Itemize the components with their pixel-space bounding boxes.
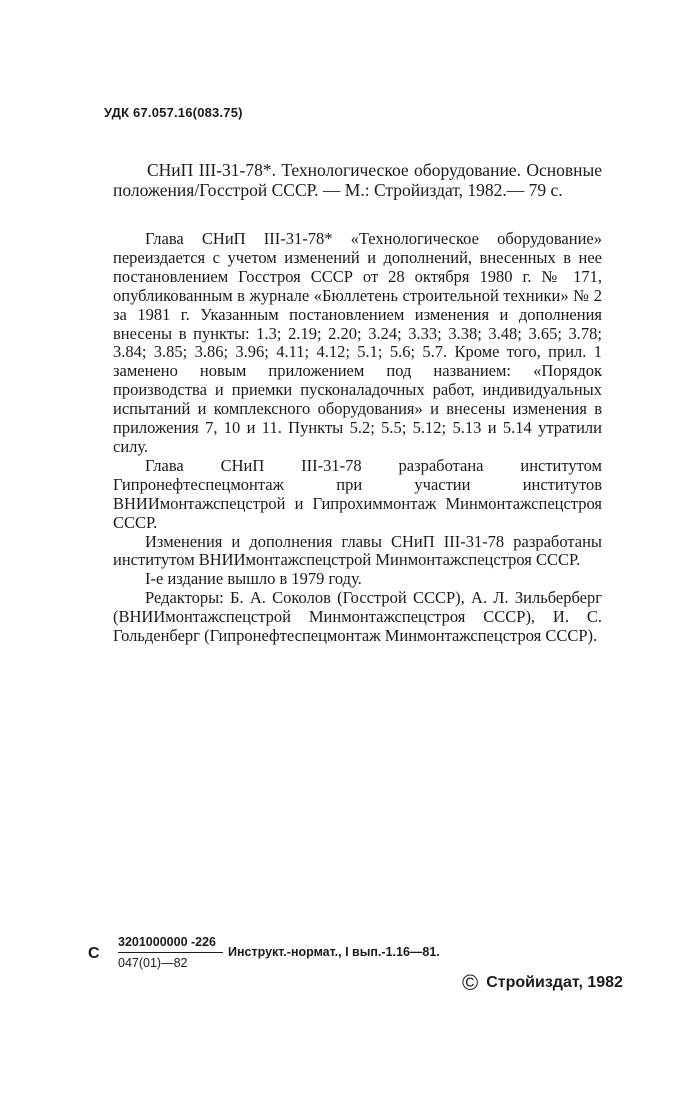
paragraph-editors: Редакторы: Б. А. Соколов (Госстрой СССР), А. Л. Зильберберг (ВНИИмонтажспецстрой Минмонтажспецстроя СССР), И. С. Гольденберг (Гипронефтеспецмонтаж Минмонтажспецстроя СССР). xyxy=(113,588,602,646)
body-text xyxy=(113,230,602,646)
paragraph-developers: Глава СНиП III-31-78 разработана институтом Гипронефтеспецмонтаж при участии институтов ВНИИмонтажспецстрой и Гипрохиммонтаж Минмонтажспецстроя СССР. xyxy=(113,455,602,532)
publication-letter: С xyxy=(88,945,100,962)
copyright-line xyxy=(462,970,623,996)
copyright-text: Стройиздат, 1982 xyxy=(486,974,623,991)
instruction-reference: Инструкт.-нормат., I вып.-1.16—81. xyxy=(228,945,440,959)
paragraph-first-edition: I-е издание вышло в 1979 году. xyxy=(145,569,362,589)
udk-code: УДК 67.057.16(083.75) xyxy=(104,105,243,120)
publication-code-fraction xyxy=(118,935,223,970)
fraction-denominator: 047(01)—82 xyxy=(118,956,188,970)
paragraph-reissue-note: Глава СНиП III-31-78* «Технологическое оборудование» переиздается с учетом изменений и дополнений, внесенных в нее постановлением Госстроя СССР от 28 октября 1980 г. № 171, опубликованным в журнале «Бюллетень строительной техники» № 2 за 1981 г. Указанным постановлением изменения и дополнения внесены в пункты: 1.3; 2.19; 2.20; 3.24; 3.33; 3.38; 3.48; 3.65; 3.78; 3.84; 3.85; 3.86; 3.96; 4.11; 4.12; 5.1; 5.6; 5.7. Кроме того, прил. 1 заменено новым приложением под названием: «Порядок производства и приемки пусконаладочных работ, индивидуальных испытаний и комплексного оборудования» и внесены изменения в приложения 7, 10 и 11. Пункты 5.2; 5.5; 5.12; 5.13 и 5.14 утратили силу. xyxy=(113,229,602,456)
paragraph-changes-developers: Изменения и дополнения главы СНиП III-31-78 разработаны институтом ВНИИмонтажспецстрой Минмонтажспецстроя СССР. xyxy=(113,531,602,570)
bibliographic-entry: СНиП III-31-78*. Технологическое оборудование. Основные положения/Госстрой СССР. — М.: Стройиздат, 1982.— 79 с. xyxy=(113,160,602,200)
copyright-icon: © xyxy=(462,970,479,995)
fraction-numerator: 3201000000 -226 xyxy=(118,935,223,953)
